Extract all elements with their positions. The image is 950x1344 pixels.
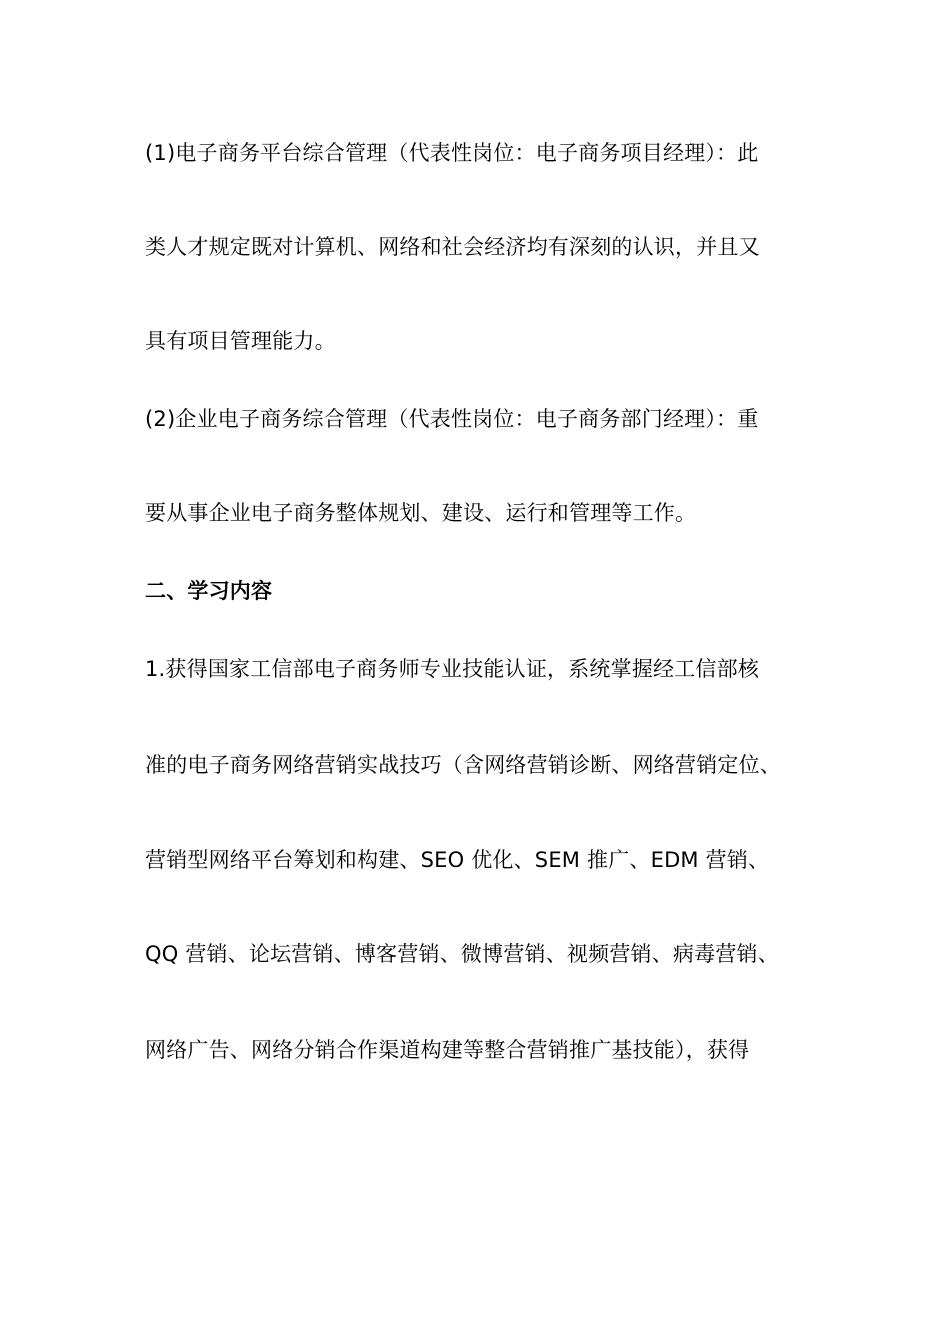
paragraph-line: QQ 营销、论坛营销、博客营销、微博营销、视频营销、病毒营销、 [145, 942, 779, 966]
paragraph-line: 1.获得国家工信部电子商务师专业技能认证，系统掌握经工信部核 [145, 657, 760, 681]
paragraph-line: 网络广告、网络分销合作渠道构建等整合营销推广基技能），获得 [145, 1038, 750, 1062]
paragraph-line: 类人才规定既对计算机、网络和社会经济均有深刻的认识，并且又 [145, 235, 760, 259]
paragraph-line: (2)企业电子商务综合管理（代表性岗位：电子商务部门经理）：重 [145, 407, 759, 431]
paragraph-line: 营销型网络平台筹划和构建、SEO 优化、SEM 推广、EDM 营销、 [145, 848, 770, 872]
paragraph-line: 具有项目管理能力。 [145, 329, 336, 353]
paragraph-line: 准的电子商务网络营销实战技巧（含网络营销诊断、网络营销定位、 [145, 753, 781, 777]
paragraph-line: 要从事企业电子商务整体规划、建设、运行和管理等工作。 [145, 501, 697, 525]
paragraph-line: (1)电子商务平台综合管理（代表性岗位：电子商务项目经理）：此 [145, 141, 759, 165]
section-heading: 二、学习内容 [145, 579, 273, 603]
